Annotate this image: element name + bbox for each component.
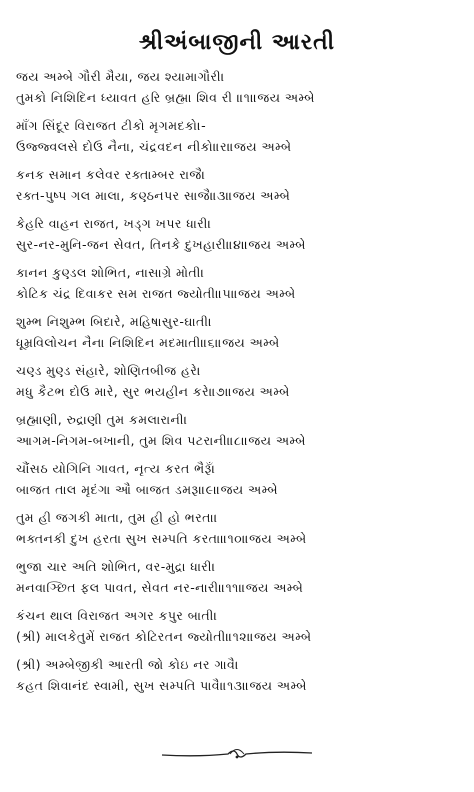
verse-line: ચૌંસઠ યોગિનિ ગાવત, નૃત્ય કરત ભૈરૂઁ। [16,461,216,476]
verse-5 [16,262,462,304]
verse-line: કહત શિવાનંદ સ્વામી, સુખ સમ્પતિ પાવૈ॥૧૩॥જય અમ્બે [16,678,307,693]
verse-line: તુમ હી જગકી માતા, તુમ હી હો ભરતા। [16,510,218,525]
verse-line: બાજત તાલ મૃદંગા ઔ બાજત ડમરૂ॥૯॥જય અમ્બે [16,482,279,497]
verse-line: આગમ-નિગમ-બખાની, તુમ શિવ પટરાની॥૮॥જય અમ્બે [16,433,306,448]
verse-line: ધૂમ્રવિલોચન નૈના નિશિદિન મદમાતી॥૬॥જય અમ્બે [16,335,280,350]
verse-6 [16,311,462,353]
decorative-divider-ornament [158,744,316,764]
verse-12 [16,605,462,647]
verse-4 [16,213,462,255]
verse-line: શુમ્ભ નિશુમ્ભ બિદારે, મહિષાસુર-ઘાતી। [16,314,213,329]
verse-7 [16,360,462,402]
verse-line: કનક સમાન કલેવર રક્તામ્બર રાજૈ। [16,167,206,182]
verse-line: કાનન કુણ્ડલ શોભિત, નાસાગ્રે મોતી। [16,265,205,280]
page-title: શ્રીઅંબાજીની આરતી [138,30,336,55]
verse-line: સુર-નર-મુનિ-જન સેવત, તિનકે દુખહારી॥૪॥જય અમ્બે [16,237,306,252]
verse-line: (શ્રી) અમ્બેજીકી આરતી જો કોઇ નર ગાવૈ। [16,657,240,672]
verse-line: કોટિક ચંદ્ર દિવાકર સમ રાજત જ્યોતી॥૫॥જય અમ્બે [16,286,296,301]
verse-line: મધુ કૈટભ દોઉ મારે, સુર ભયહીન કરે॥૭॥જય અમ્બે [16,384,290,399]
verse-line: કંચન થાલ વિરાજત અગર કપુર બાતી। [16,608,218,623]
verse-10 [16,507,462,549]
verse-9 [16,458,462,500]
verse-line: ભક્તનકી દુખ હરતા સુખ સમ્પતિ કરતા॥૧૦॥જય અમ્બે [16,531,307,546]
verse-11 [16,556,462,598]
verse-line: ભુજા ચાર અતિ શોભિત, વર-મુદ્રા ધારી। [16,559,216,574]
verse-line: ઉજ્જ્વલસે દોઉ નૈના, ચંદ્રવદન નીકો॥ર॥જય અમ્બે [16,139,292,154]
verse-line: તુમકો નિશિદિન ધ્યાવત હરિ બ્રહ્મા શિવ રી ॥૧॥જય અમ્બે [16,90,315,105]
verse-line: માઁગ સિંદૂર વિરાજત ટીકો મૃગમદકો।- [16,118,207,133]
verse-13 [16,654,462,696]
verse-line: કેહરિ વાહન રાજત, ખડ્ગ ખપર ધારી। [16,216,212,231]
verse-line: ચણ્ડ મુણ્ડ સંહારે, શોણિતબીજ હરે। [16,363,202,378]
verse-1 [16,66,462,108]
verse-8 [16,409,462,451]
verse-line: રક્ત-પુષ્પ ગલ માલા, કણ્ઠનપર સાજૈ॥૩॥જય અમ્બે [16,188,291,203]
verse-line: મનવાઞ્છિત ફલ પાવત, સેવત નર-નારી॥૧૧॥જય અમ્બે [16,580,304,595]
verse-line: બ્રહ્માણી, રુદ્રાણી તુમ કમલારાની। [16,412,188,427]
verse-3 [16,164,462,206]
verse-list [16,66,462,703]
verse-2 [16,115,462,157]
verse-line: જય અમ્બે ગૌરી મૈયા, જય શ્યામાગૌરી। [16,69,225,84]
verse-line: (શ્રી) માલકેતુમેં રાજત કોટિરતન જ્યોતી॥૧૨॥જય અમ્બે [16,629,312,644]
